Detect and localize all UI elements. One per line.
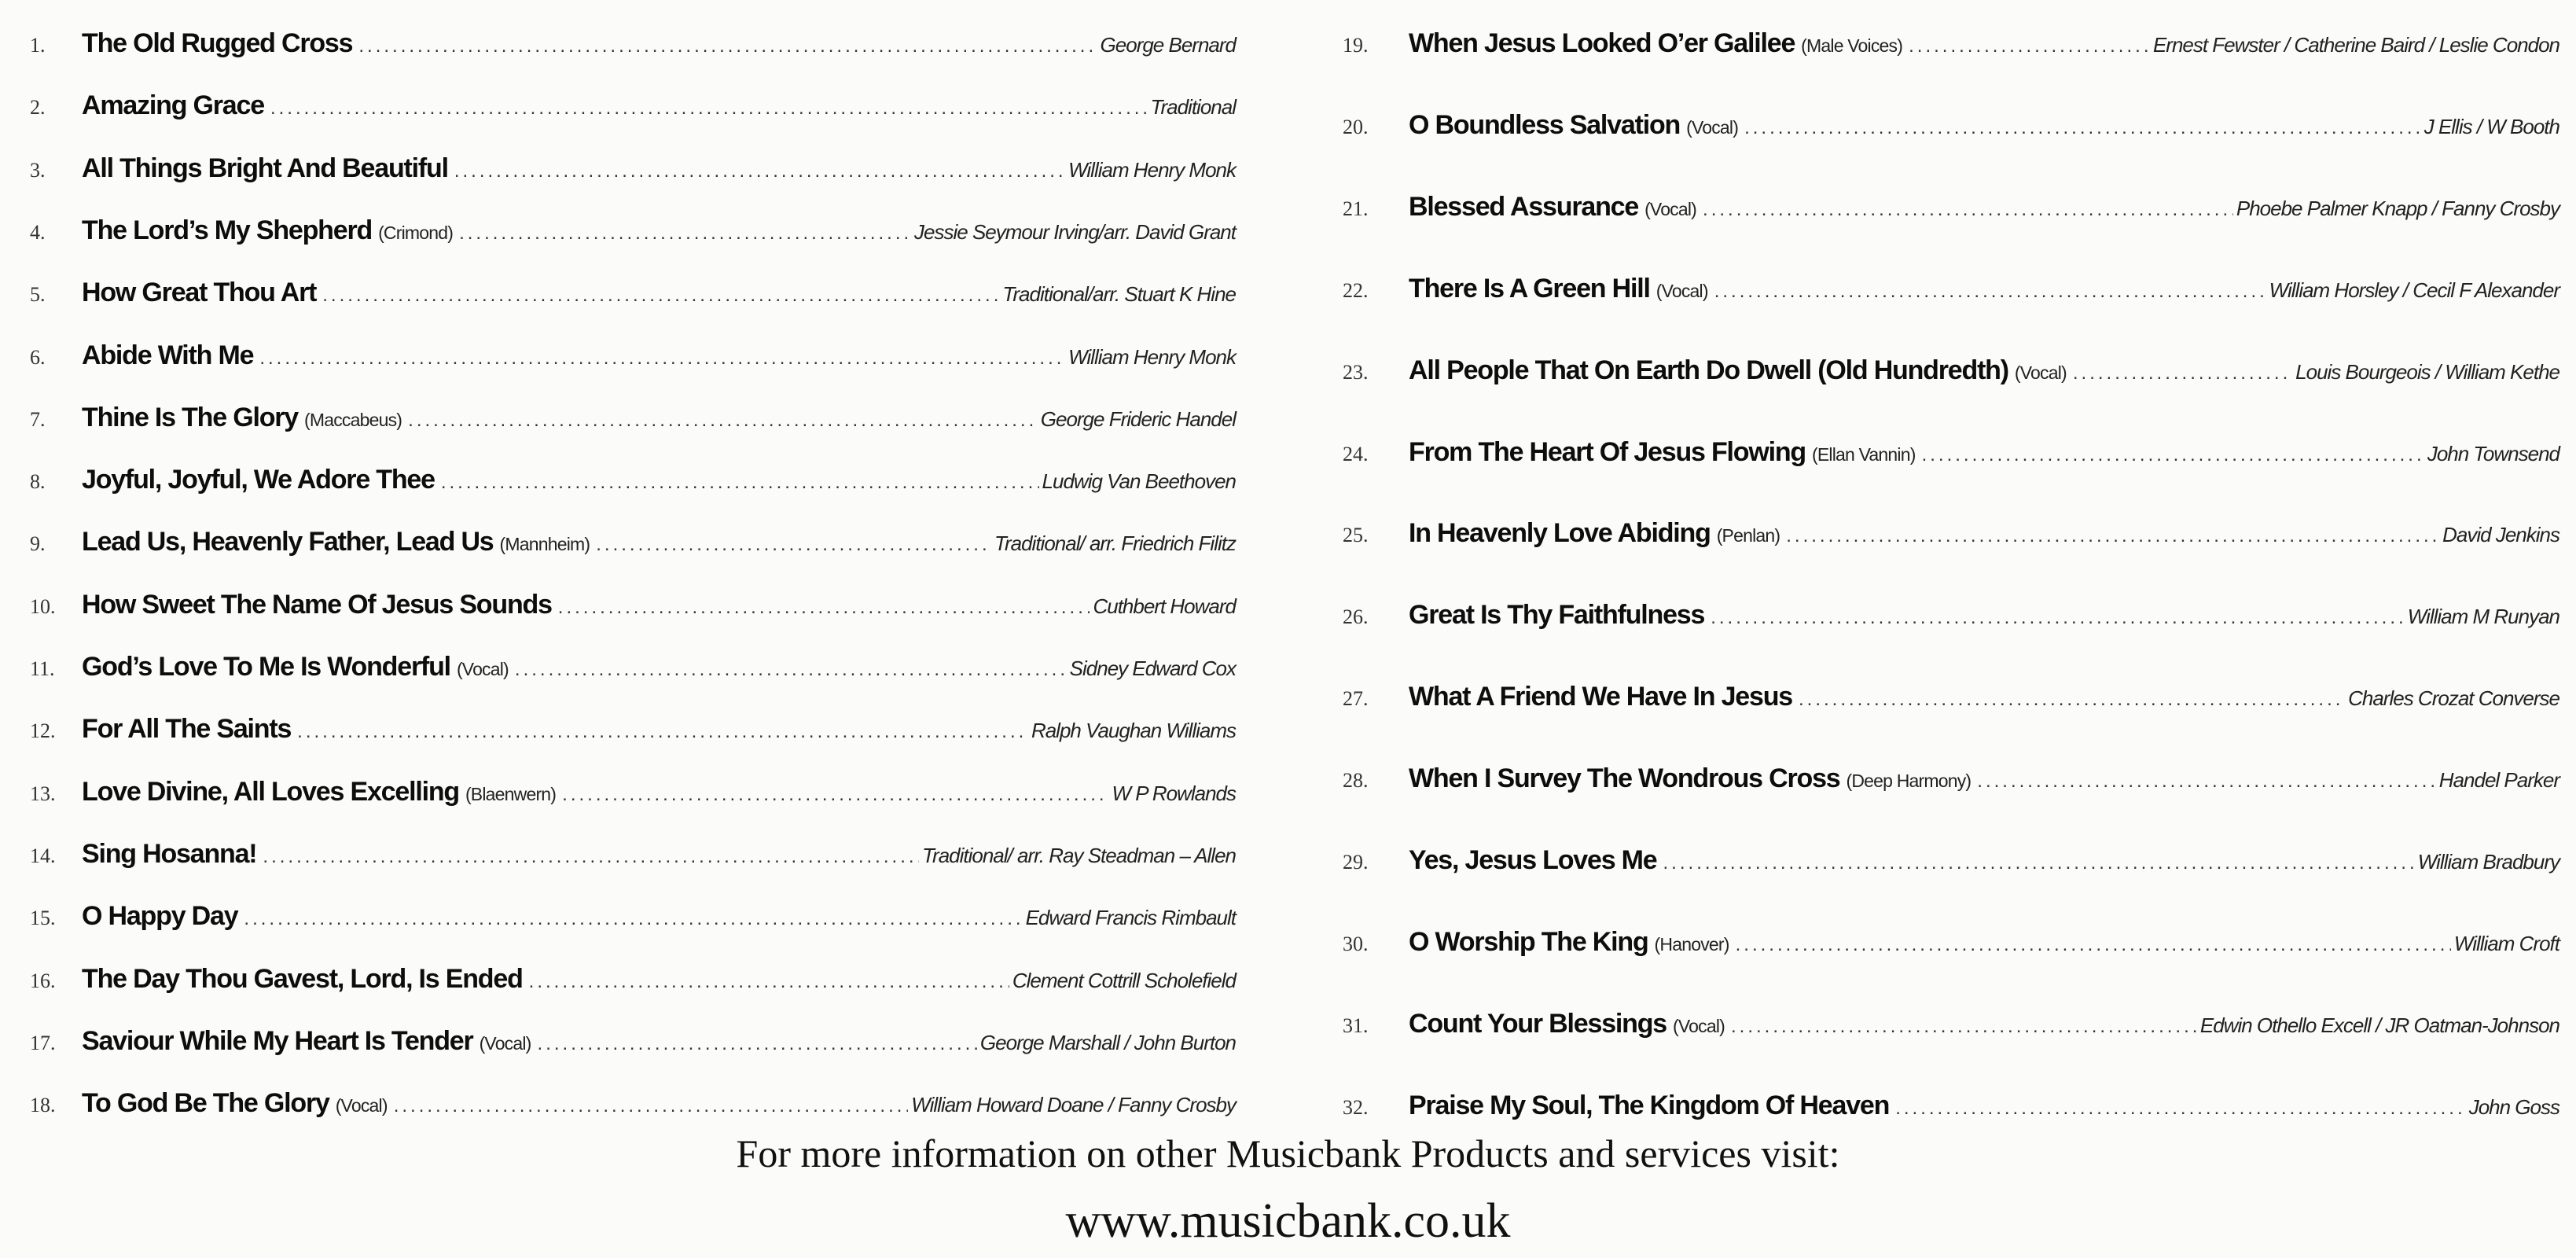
- track-number: 10.: [30, 594, 56, 618]
- track-composer: George Marshall / John Burton: [979, 1030, 1236, 1054]
- track-row: [1343, 845, 2559, 876]
- track-composer: W P Rowlands: [1112, 781, 1236, 805]
- track-title: When I Survey The Wondrous Cross: [1409, 763, 1840, 794]
- track-title: The Lord’s My Shepherd: [82, 215, 373, 245]
- track-composer: William Bradbury: [2417, 850, 2559, 874]
- track-row: [1343, 600, 2559, 631]
- track-title: For All The Saints: [82, 714, 292, 745]
- track-composer: Phoebe Palmer Knapp / Fanny Crosby: [2236, 196, 2559, 220]
- track-title: Thine Is The Glory: [82, 402, 299, 432]
- track-title: When Jesus Looked O’er Galilee: [1409, 28, 1795, 58]
- dot-leader: [244, 908, 1022, 930]
- track-composer: William Horsley / Cecil F Alexander: [2269, 278, 2559, 302]
- track-note: (Vocal): [2014, 362, 2067, 383]
- footer-website-link[interactable]: www.musicbank.co.uk: [1065, 1194, 1511, 1248]
- track-composer: John Townsend: [2427, 441, 2559, 465]
- track-note: (Vocal): [335, 1095, 388, 1116]
- track-number: 25.: [1343, 524, 1369, 547]
- track-composer: William Croft: [2453, 931, 2559, 955]
- track-row: [0, 90, 1236, 121]
- track-note: (Crimond): [378, 222, 454, 243]
- dot-leader: [263, 846, 919, 868]
- track-row: [0, 278, 1236, 308]
- track-number: 24.: [1343, 442, 1369, 465]
- track-title: What A Friend We Have In Jesus: [1409, 682, 1792, 712]
- track-row: [1343, 274, 2559, 304]
- dot-leader: [1703, 199, 2233, 221]
- track-composer: Sidney Edward Cox: [1069, 657, 1236, 680]
- track-note: (Blaenwern): [465, 783, 557, 804]
- dot-leader: [394, 1095, 909, 1117]
- track-row: [0, 1026, 1236, 1057]
- track-number: 28.: [1343, 769, 1369, 793]
- track-note: (Deep Harmony): [1846, 771, 1972, 792]
- track-composer: William M Runyan: [2407, 605, 2559, 629]
- dot-leader: [1909, 35, 2150, 57]
- track-note: (Vocal): [1644, 198, 1697, 219]
- track-row: [1343, 437, 2559, 468]
- dot-leader: [1895, 1098, 2466, 1120]
- track-composer: J Ellis / W Booth: [2423, 114, 2559, 138]
- track-composer: George Frideric Handel: [1040, 406, 1236, 431]
- track-row: [1343, 355, 2559, 386]
- dot-leader: [441, 472, 1039, 494]
- track-number: 14.: [30, 844, 56, 867]
- dot-leader: [1731, 1016, 2197, 1038]
- track-number: 26.: [1343, 605, 1369, 629]
- track-title: Great Is Thy Faithfulness: [1409, 600, 1705, 631]
- track-title: The Old Rugged Cross: [82, 28, 353, 58]
- dot-leader: [259, 348, 1065, 370]
- track-row: [1343, 518, 2559, 549]
- track-number: 32.: [1343, 1095, 1369, 1119]
- track-number: 2.: [30, 96, 46, 120]
- track-number: 16.: [30, 969, 56, 992]
- track-title: God’s Love To Me Is Wonderful: [82, 652, 450, 682]
- track-number: 8.: [30, 470, 46, 494]
- track-title: How Sweet The Name Of Jesus Sounds: [82, 589, 552, 620]
- track-row: [1343, 927, 2559, 958]
- track-row: [1343, 763, 2559, 794]
- track-number: 3.: [30, 158, 46, 182]
- track-note: (Vocal): [1655, 280, 1708, 301]
- track-composer: Charles Crozat Converse: [2348, 686, 2559, 711]
- dot-leader: [1744, 117, 2421, 139]
- track-number: 19.: [1343, 34, 1369, 57]
- track-composer: Clement Cottrill Scholefield: [1012, 968, 1236, 992]
- dot-leader: [1786, 525, 2439, 547]
- track-composer: Traditional/ arr. Friedrich Filitz: [994, 532, 1236, 556]
- track-row: [0, 590, 1236, 620]
- track-row: [0, 839, 1236, 870]
- dot-leader: [408, 410, 1038, 432]
- track-title: All People That On Earth Do Dwell (Old Hundredth): [1409, 355, 2008, 385]
- track-row: [1343, 192, 2559, 223]
- track-title: To God Be The Glory: [82, 1088, 329, 1119]
- track-row: [0, 714, 1236, 745]
- track-title: There Is A Green Hill: [1409, 273, 1650, 303]
- track-number: 21.: [1343, 197, 1369, 220]
- dot-leader: [1663, 852, 2415, 874]
- dot-leader: [529, 971, 1009, 993]
- track-row: [0, 964, 1236, 995]
- track-title: Count Your Blessings: [1409, 1008, 1667, 1039]
- track-row: [0, 340, 1236, 371]
- track-number: 20.: [1343, 115, 1369, 138]
- track-row: [1343, 1091, 2559, 1121]
- track-composer: Edward Francis Rimbault: [1025, 906, 1236, 930]
- track-row: [0, 153, 1236, 184]
- track-number: 7.: [30, 407, 46, 431]
- track-note: (Vocal): [1673, 1015, 1725, 1036]
- track-composer: William Howard Doane / Fanny Crosby: [911, 1093, 1236, 1117]
- track-composer: Traditional/arr. Stuart K Hine: [1002, 282, 1236, 307]
- dot-leader: [459, 223, 911, 245]
- track-composer: Cuthbert Howard: [1093, 594, 1236, 618]
- dot-leader: [562, 784, 1108, 806]
- track-number: 22.: [1343, 278, 1369, 302]
- track-row: [1343, 110, 2559, 141]
- track-number: 30.: [1343, 932, 1369, 955]
- track-title: Joyful, Joyful, We Adore Thee: [82, 465, 435, 495]
- track-number: 5.: [30, 283, 46, 307]
- track-number: 4.: [30, 220, 46, 244]
- track-note: (Vocal): [456, 659, 509, 679]
- track-composer: Traditional: [1150, 95, 1236, 120]
- track-composer: William Henry Monk: [1068, 344, 1236, 369]
- track-composer: Ernest Fewster / Catherine Baird / Leslie Condon: [2152, 33, 2559, 57]
- track-title: Praise My Soul, The Kingdom Of Heaven: [1409, 1090, 1890, 1120]
- track-title: Amazing Grace: [82, 90, 264, 121]
- track-title: Love Divine, All Loves Excelling: [82, 776, 459, 807]
- track-number: 17.: [30, 1031, 56, 1054]
- track-note: (Ellan Vannin): [1812, 443, 1916, 465]
- dot-leader: [1922, 444, 2424, 466]
- dot-leader: [454, 160, 1065, 182]
- track-number: 12.: [30, 719, 56, 743]
- dot-leader: [538, 1033, 977, 1055]
- track-number: 9.: [30, 532, 46, 556]
- track-number: 29.: [1343, 851, 1369, 874]
- track-row: [0, 527, 1236, 557]
- track-number: 23.: [1343, 360, 1369, 384]
- dot-leader: [322, 285, 999, 307]
- dot-leader: [1714, 281, 2266, 303]
- track-row: [0, 465, 1236, 495]
- track-composer: Jessie Seymour Irving/arr. David Grant: [914, 219, 1236, 244]
- dot-leader: [2073, 362, 2292, 384]
- track-title: Blessed Assurance: [1409, 191, 1639, 222]
- track-note: (Maccabeus): [304, 409, 402, 430]
- track-number: 13.: [30, 782, 56, 805]
- track-note: (Penlan): [1716, 525, 1780, 546]
- track-title: From The Heart Of Jesus Flowing: [1409, 436, 1806, 467]
- footer-info-text: For more information on other Musicbank Products and services visit:: [736, 1131, 1840, 1175]
- track-composer: Ludwig Van Beethoven: [1042, 469, 1236, 494]
- track-title: O Happy Day: [82, 901, 238, 932]
- dot-leader: [558, 597, 1090, 619]
- track-title: Saviour While My Heart Is Tender: [82, 1025, 473, 1056]
- track-title: Sing Hosanna!: [82, 838, 257, 869]
- track-composer: George Bernard: [1100, 33, 1236, 57]
- track-composer: Louis Bourgeois / William Kethe: [2295, 359, 2559, 384]
- track-row: [1343, 682, 2559, 712]
- track-composer: Edwin Othello Excell / JR Oatman-Johnson: [2199, 1013, 2559, 1037]
- track-number: 6.: [30, 345, 46, 369]
- dot-leader: [358, 35, 1097, 57]
- track-row: [0, 403, 1236, 433]
- track-title: Abide With Me: [82, 340, 254, 370]
- track-title: How Great Thou Art: [82, 278, 317, 308]
- dot-leader: [1977, 771, 2436, 793]
- track-composer: Handel Parker: [2438, 768, 2559, 793]
- track-note: (Hanover): [1654, 933, 1729, 955]
- track-row: [0, 652, 1236, 682]
- dot-leader: [1711, 607, 2405, 629]
- track-number: 15.: [30, 907, 56, 930]
- track-title: O Boundless Salvation: [1409, 109, 1681, 140]
- track-title: In Heavenly Love Abiding: [1409, 518, 1711, 549]
- track-number: 1.: [30, 34, 46, 57]
- track-title: All Things Bright And Beautiful: [82, 153, 448, 183]
- dot-leader: [297, 721, 1028, 743]
- track-composer: Traditional/ arr. Ray Steadman – Allen: [922, 843, 1236, 867]
- track-composer: Ralph Vaughan Williams: [1031, 719, 1236, 743]
- track-row: [1343, 1009, 2559, 1039]
- track-note: (Mannheim): [499, 534, 590, 555]
- track-row: [0, 1088, 1236, 1119]
- track-number: 11.: [30, 657, 55, 680]
- track-row: [0, 28, 1236, 59]
- dot-leader: [1799, 689, 2345, 711]
- track-note: (Vocal): [479, 1032, 531, 1054]
- track-title: Yes, Jesus Loves Me: [1409, 845, 1657, 875]
- track-number: 31.: [1343, 1013, 1369, 1037]
- track-row: [1343, 28, 2559, 59]
- track-row: [0, 901, 1236, 932]
- track-title: Lead Us, Heavenly Father, Lead Us: [82, 527, 494, 557]
- track-composer: David Jenkins: [2442, 523, 2559, 547]
- track-number: 27.: [1343, 687, 1369, 711]
- dot-leader: [515, 659, 1067, 681]
- track-note: (Vocal): [1686, 116, 1739, 138]
- track-row: [0, 777, 1236, 807]
- track-title: O Worship The King: [1409, 926, 1648, 957]
- dot-leader: [1736, 934, 2451, 956]
- dot-leader: [596, 534, 991, 556]
- dot-leader: [270, 97, 1148, 120]
- track-note: (Male Voices): [1801, 35, 1903, 56]
- track-row: [0, 215, 1236, 246]
- track-composer: John Goss: [2468, 1094, 2559, 1119]
- track-composer: William Henry Monk: [1068, 157, 1236, 182]
- track-title: The Day Thou Gavest, Lord, Is Ended: [82, 963, 523, 994]
- track-number: 18.: [30, 1094, 56, 1117]
